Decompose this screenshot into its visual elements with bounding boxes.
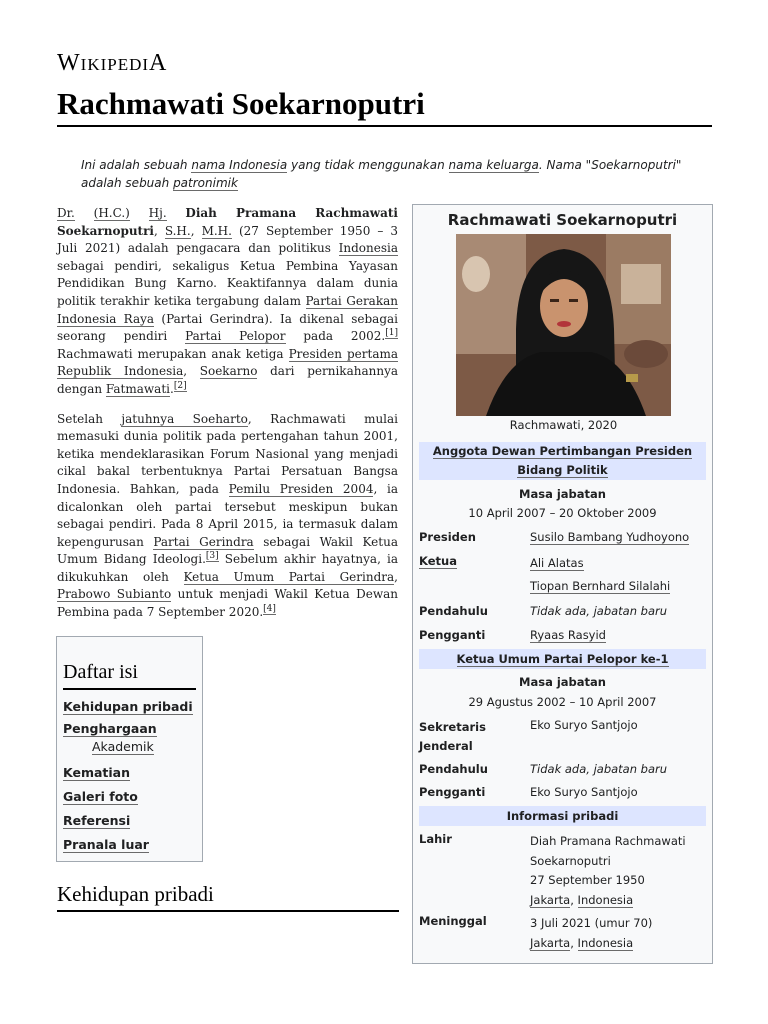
link-sh[interactable]: S.H. (164, 223, 191, 238)
article-body (57, 205, 398, 634)
link-soekarno[interactable]: Soekarno (199, 364, 258, 379)
toc-item-pranala-luar[interactable]: Pranala luar (63, 837, 149, 852)
toc-item-kematian[interactable]: Kematian (63, 765, 130, 780)
table-of-contents (56, 636, 203, 862)
link-indonesia-lahir[interactable]: Indonesia (577, 892, 634, 907)
toc-title: Daftar isi (63, 661, 196, 690)
reference-3[interactable]: [3] (205, 551, 219, 562)
lahir-label: Lahir (419, 832, 452, 846)
pendahulu-label-1: Pendahulu (419, 604, 488, 618)
link-indonesia-meninggal[interactable]: Indonesia (577, 935, 634, 950)
link-susilo-bambang-yudhoyono[interactable]: Susilo Bambang Yudhoyono (530, 530, 690, 544)
toc-item-akademik[interactable]: Akademik (92, 739, 154, 754)
reference-4[interactable]: [4] (263, 604, 276, 615)
title-underline (57, 125, 712, 127)
reference-1[interactable]: [1] (385, 328, 398, 339)
pendahulu-value-2: Tidak ada, jabatan baru (530, 762, 668, 776)
link-presiden-pertama[interactable]: Presiden pertama Republik Indonesia (57, 346, 399, 379)
infobox-section-informasi-pribadi: Informasi pribadi (419, 806, 706, 826)
masa-jabatan-value-1: 10 April 2007 – 20 Oktober 2009 (468, 506, 657, 520)
hatnote: Ini adalah sebuah nama Indonesia yang tidak menggunakan nama keluarga. Nama "Soekarnoputri" adalah sebuah patronimik (81, 158, 682, 190)
link-ketua-umum-gerindra[interactable]: Ketua Umum Partai Gerindra (183, 569, 395, 584)
sekretaris-jenderal-label: Sekretaris Jenderal (419, 720, 486, 753)
section-heading-kehidupan-pribadi: Kehidupan pribadi (57, 882, 214, 906)
page-title: Rachmawati Soekarnoputri (57, 86, 425, 121)
link-mh[interactable]: M.H. (201, 223, 232, 238)
section-heading-underline (57, 910, 399, 912)
masa-jabatan-label-1: Masa jabatan (519, 487, 606, 501)
link-nama-indonesia[interactable]: nama Indonesia (191, 158, 288, 172)
link-hc[interactable]: (H.C.) (93, 206, 130, 220)
infobox (412, 204, 713, 964)
link-tiopan-bernhard-silalahi[interactable]: Tiopan Bernhard Silalahi (530, 579, 671, 593)
reference-2[interactable]: [2] (173, 380, 187, 391)
infobox-title: Rachmawati Soekarnoputri (447, 211, 678, 229)
toc-item-referensi[interactable]: Referensi (63, 813, 131, 828)
link-jatuhnya-soeharto[interactable]: jatuhnya Soeharto (121, 411, 248, 426)
link-prabowo-subianto[interactable]: Prabowo Subianto (57, 587, 172, 602)
portrait-photo[interactable] (456, 234, 671, 416)
toc-item-galeri-foto[interactable]: Galeri foto (63, 789, 138, 804)
link-ketua[interactable]: Ketua (419, 554, 457, 568)
link-patronimik[interactable]: patronimik (173, 176, 238, 190)
subject-name: Diah Pramana Rachmawati Soekarnoputri (57, 206, 398, 238)
link-fatmawati[interactable]: Fatmawati (105, 381, 170, 396)
meninggal-value: 3 Juli 2021 (umur 70) Jakarta, Indonesia (530, 916, 653, 950)
photo-caption: Rachmawati, 2020 (509, 418, 618, 432)
link-ryaas-rasyid[interactable]: Ryaas Rasyid (530, 628, 606, 642)
pendahulu-value-1: Tidak ada, jabatan baru (530, 604, 668, 618)
meninggal-label: Meninggal (419, 914, 487, 928)
masa-jabatan-label-2: Masa jabatan (519, 675, 606, 689)
lahir-value: Diah Pramana Rachmawati Soekarnoputri 27 September 1950 Jakarta, Indonesia (530, 834, 686, 907)
pendahulu-label-2: Pendahulu (419, 762, 488, 776)
link-hj[interactable]: Hj. (148, 206, 167, 220)
presiden-label: Presiden (419, 530, 476, 544)
masa-jabatan-value-2: 29 Agustus 2002 – 10 April 2007 (468, 695, 657, 709)
pengganti-label-1: Pengganti (419, 628, 486, 642)
toc-item-penghargaan[interactable]: Penghargaan (63, 721, 157, 736)
link-nama-keluarga[interactable]: nama keluarga (448, 158, 539, 172)
link-partai-gerindra[interactable]: Partai Gerindra (153, 534, 254, 549)
pengganti-value-2: Eko Suryo Santjojo (530, 785, 638, 799)
link-jakarta-meninggal[interactable]: Jakarta (530, 935, 571, 950)
link-pemilu-presiden-2004[interactable]: Pemilu Presiden 2004 (228, 481, 374, 496)
link-partai-pelopor[interactable]: Partai Pelopor (185, 329, 286, 344)
toc-item-kehidupan-pribadi[interactable]: Kehidupan pribadi (63, 699, 193, 714)
link-partai-gerakan-indonesia-raya[interactable]: Partai Gerakan Indonesia Raya (57, 293, 398, 326)
pengganti-label-2: Pengganti (419, 785, 486, 799)
infobox-section-partai-pelopor (419, 649, 706, 669)
link-ali-alatas[interactable]: Ali Alatas (530, 556, 584, 570)
sekretaris-jenderal-value: Eko Suryo Santjojo (530, 718, 638, 732)
link-dr[interactable]: Dr. (57, 206, 75, 220)
link-dewan-pertimbangan-presiden[interactable]: Anggota Dewan Pertimbangan Presiden Bidang Politik (432, 444, 693, 477)
lead-paragraph-2: Setelah jatuhnya Soeharto, Rachmawati mulai memasuki dunia politik pada pertengahan tahun 2001, ketika mendeklarasikan Forum Nasional yang menjadi cikal bakal terbentuknya Partai Persatuan Bangsa Indonesia. Bahkan, pada Pemilu Presiden 2004, ia dicalonkan oleh partai tersebut meskipun bukan sebagai pendiri. Pada 8 April 2015, ia termasuk dalam kepengurusan Partai Gerindra sebagai Wakil Ketua Umum Bidang Ideologi.[3] Sebelum akhir hayatnya, ia dikukuhkan oleh Ketua Umum Partai Gerindra, Prabowo Subianto untuk menjadi Wakil Ketua Dewan Pembina pada 7 September 2020.[4] (57, 411, 399, 620)
link-indonesia[interactable]: Indonesia (338, 241, 398, 256)
link-jakarta-lahir[interactable]: Jakarta (530, 892, 571, 907)
wikipedia-wordmark[interactable]: WIKIPEDIA (57, 50, 168, 76)
link-ketua-umum-partai-pelopor[interactable]: Ketua Umum Partai Pelopor ke-1 (456, 652, 669, 666)
infobox-section-dewan-pertimbangan (419, 442, 706, 480)
lead-paragraph-1: Dr. (H.C.) Hj. Diah Pramana Rachmawati Soekarnoputri, S.H., M.H. (27 September 1950 – 3 Juli 2021) adalah pengacara dan politikus Indonesia sebagai pendiri, sekaligus Ketua Pembina Yayasan Pendidikan Bung Karno. Keaktifannya dalam dunia politik terakhir ketika tergabung dalam Partai Gerakan Indonesia Raya (Partai Gerindra). Ia dikenal sebagai seorang pendiri Partai Pelopor pada 2002.[1] Rachmawati merupakan anak ketiga Presiden pertama Republik Indonesia, Soekarno dari pernikahannya dengan Fatmawati.[2] (57, 206, 399, 396)
